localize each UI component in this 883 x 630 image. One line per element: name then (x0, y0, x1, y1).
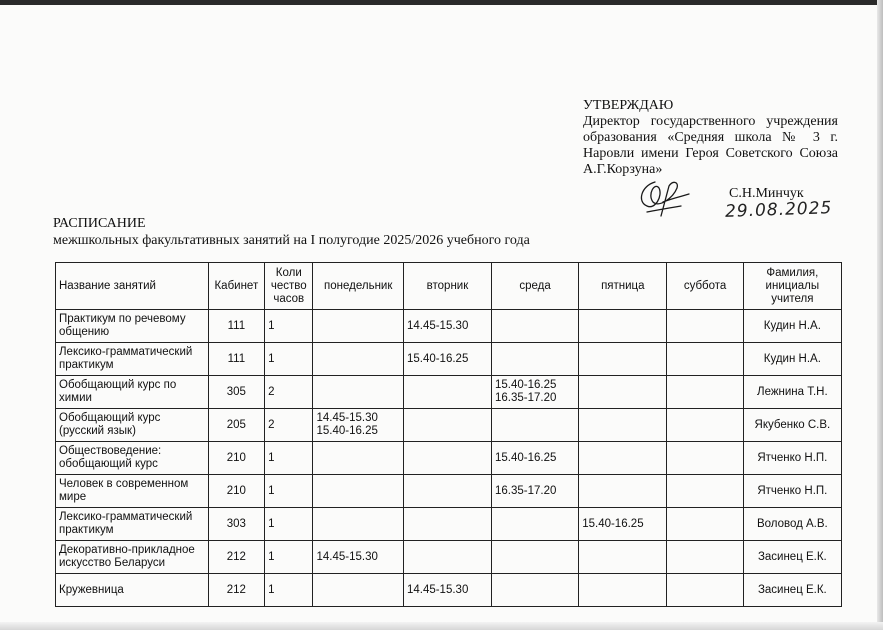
cell-tue (403, 541, 491, 574)
cell-fri: 15.40-16.25 (579, 508, 667, 541)
cell-wed (491, 310, 578, 343)
cell-sat (667, 310, 743, 343)
table-row (56, 508, 842, 541)
cell-teacher: Ятченко Н.П. (743, 475, 841, 508)
cell-tue (403, 475, 491, 508)
cell-sat (667, 343, 743, 376)
signature-icon (633, 172, 693, 224)
scan-right-edge (877, 0, 883, 630)
table-row (56, 574, 842, 607)
header-room: Кабинет (208, 263, 264, 310)
cell-wed: 15.40-16.25 16.35-17.20 (491, 376, 578, 409)
header-mon: понедельник (313, 263, 403, 310)
document-title: РАСПИСАНИЕ (53, 216, 146, 231)
cell-fri (579, 343, 667, 376)
cell-teacher: Воловод А.В. (743, 508, 841, 541)
cell-fri (579, 409, 667, 442)
cell-sat (667, 442, 743, 475)
cell-count: 1 (265, 310, 313, 343)
director-text: Директор государственного учреждения образования «Средняя школа № 3 г. Наровли имени Героя Советского Союза А.Г.Корзуна» (583, 114, 838, 177)
cell-mon (313, 508, 403, 541)
cell-fri (579, 475, 667, 508)
cell-sat (667, 541, 743, 574)
cell-teacher: Лежнина Т.Н. (743, 376, 841, 409)
cell-wed: 16.35-17.20 (491, 475, 578, 508)
cell-name: Кружевница (56, 574, 209, 607)
signature-date: 29.08.2025 (724, 198, 833, 222)
cell-name: Обобщающий курс (русский язык) (56, 409, 209, 442)
cell-wed: 15.40-16.25 (491, 442, 578, 475)
header-sat: суббота (667, 263, 743, 310)
cell-mon (313, 376, 403, 409)
cell-name: Человек в современном мире (56, 475, 209, 508)
header-tue: вторник (403, 263, 491, 310)
cell-sat (667, 574, 743, 607)
cell-wed (491, 574, 578, 607)
cell-wed (491, 409, 578, 442)
cell-room: 303 (208, 508, 264, 541)
cell-count: 1 (265, 343, 313, 376)
cell-wed (491, 343, 578, 376)
cell-count: 2 (265, 409, 313, 442)
cell-mon (313, 310, 403, 343)
cell-teacher: Засинец Е.К. (743, 574, 841, 607)
cell-tue (403, 409, 491, 442)
cell-name: Обществоведение: обобщающий курс (56, 442, 209, 475)
header-count: Коли чество часов (265, 263, 313, 310)
cell-tue (403, 376, 491, 409)
cell-fri (579, 541, 667, 574)
approval-block (583, 98, 838, 178)
cell-sat (667, 409, 743, 442)
table-row (56, 442, 842, 475)
cell-mon (313, 475, 403, 508)
header-wed: среда (491, 263, 578, 310)
cell-name: Декоративно-прикладное искусство Беларуси (56, 541, 209, 574)
table-row (56, 310, 842, 343)
cell-tue (403, 508, 491, 541)
cell-fri (579, 574, 667, 607)
schedule-table (55, 262, 842, 607)
approval-header: УТВЕРЖДАЮ (583, 98, 674, 113)
header-name: Название занятий (56, 263, 209, 310)
signer-name: С.Н.Минчук (729, 186, 804, 201)
cell-tue: 15.40-16.25 (403, 343, 491, 376)
cell-room: 210 (208, 442, 264, 475)
header-teacher: Фамилия, инициалы учителя (743, 263, 841, 310)
cell-room: 111 (208, 343, 264, 376)
cell-room: 305 (208, 376, 264, 409)
cell-mon: 14.45-15.30 (313, 541, 403, 574)
cell-count: 1 (265, 574, 313, 607)
cell-wed (491, 508, 578, 541)
cell-room: 212 (208, 541, 264, 574)
cell-teacher: Ятченко Н.П. (743, 442, 841, 475)
scan-top-border (0, 0, 883, 5)
cell-teacher: Кудин Н.А. (743, 343, 841, 376)
cell-tue: 14.45-15.30 (403, 574, 491, 607)
cell-name: Лексико-грамматический практикум (56, 343, 209, 376)
cell-room: 212 (208, 574, 264, 607)
cell-tue: 14.45-15.30 (403, 310, 491, 343)
table-row (56, 409, 842, 442)
cell-mon (313, 574, 403, 607)
signature-block (633, 172, 843, 232)
cell-sat (667, 508, 743, 541)
cell-room: 205 (208, 409, 264, 442)
cell-name: Лексико-грамматический практикум (56, 508, 209, 541)
cell-teacher: Засинец Е.К. (743, 541, 841, 574)
cell-count: 1 (265, 541, 313, 574)
cell-sat (667, 376, 743, 409)
cell-wed (491, 541, 578, 574)
document-subtitle: межшкольных факультативных занятий на I полугодие 2025/2026 учебного года (53, 233, 530, 248)
cell-count: 1 (265, 442, 313, 475)
cell-count: 2 (265, 376, 313, 409)
header-fri: пятница (579, 263, 667, 310)
cell-fri (579, 310, 667, 343)
cell-teacher: Якубенко С.В. (743, 409, 841, 442)
cell-room: 111 (208, 310, 264, 343)
table-row (56, 343, 842, 376)
cell-room: 210 (208, 475, 264, 508)
cell-fri (579, 376, 667, 409)
table-header-row (56, 263, 842, 310)
table-row (56, 475, 842, 508)
cell-count: 1 (265, 508, 313, 541)
cell-name: Обобщающий курс по химии (56, 376, 209, 409)
cell-name: Практикум по речевому общению (56, 310, 209, 343)
cell-count: 1 (265, 475, 313, 508)
table-row (56, 541, 842, 574)
cell-tue (403, 442, 491, 475)
cell-mon: 14.45-15.30 15.40-16.25 (313, 409, 403, 442)
table-row (56, 376, 842, 409)
cell-teacher: Кудин Н.А. (743, 310, 841, 343)
cell-sat (667, 475, 743, 508)
cell-mon (313, 343, 403, 376)
cell-fri (579, 442, 667, 475)
cell-mon (313, 442, 403, 475)
scan-bottom-edge (0, 622, 883, 630)
